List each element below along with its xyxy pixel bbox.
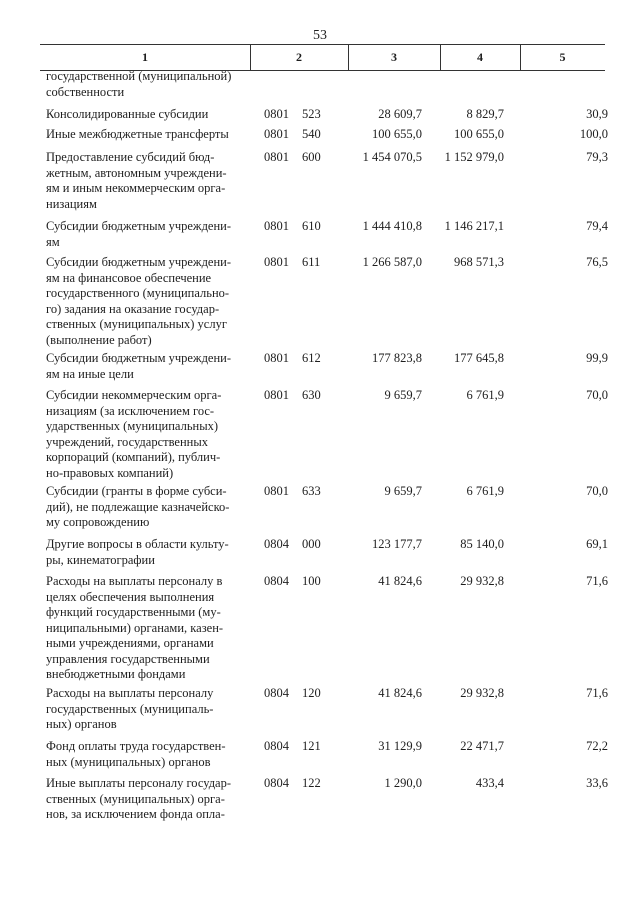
row-section-code: 0801	[264, 107, 289, 121]
row-name: Фонд оплаты труда государствен- ных (муниципальных) органов	[46, 739, 226, 769]
row-expense-code: 523	[302, 107, 321, 121]
row-expense-code: 630	[302, 388, 321, 402]
row-section-code: 0801	[264, 351, 289, 365]
row-actual-value: 8 829,7	[466, 107, 504, 121]
row-plan-value: 41 824,6	[378, 574, 422, 588]
row-expense-code: 000	[302, 537, 321, 551]
row-actual-value: 433,4	[475, 776, 504, 790]
row-percent: 71,6	[586, 686, 608, 700]
row-actual-value: 100 655,0	[454, 127, 504, 141]
row-name: Консолидированные субсидии	[46, 107, 209, 121]
row-expense-code: 633	[302, 484, 321, 498]
column-header-2: 2	[296, 50, 302, 64]
row-actual-value: 968 571,3	[454, 255, 504, 269]
row-actual-value: 6 761,9	[466, 388, 504, 402]
row-name: Другие вопросы в области культу- ры, кинематографии	[46, 537, 229, 567]
row-percent: 33,6	[586, 776, 608, 790]
row-plan-value: 9 659,7	[384, 484, 422, 498]
row-percent: 69,1	[586, 537, 608, 551]
row-plan-value: 9 659,7	[384, 388, 422, 402]
row-plan-value: 28 609,7	[378, 107, 422, 121]
row-plan-value: 41 824,6	[378, 686, 422, 700]
row-percent: 30,9	[586, 107, 608, 121]
row-actual-value: 6 761,9	[466, 484, 504, 498]
row-section-code: 0801	[264, 127, 289, 141]
row-section-code: 0801	[264, 219, 289, 233]
column-header-1: 1	[142, 50, 148, 64]
row-name: Субсидии бюджетным учреждени- ям	[46, 219, 232, 249]
row-name: Субсидии бюджетным учреждени- ям на финансовое обеспечение государственного (муниципально- го) задания на оказание государ- ственных (муниципальных) услуг (выполнение работ)	[46, 255, 232, 347]
row-percent: 76,5	[586, 255, 608, 269]
row-name: Предоставление субсидий бюд- жетным, автономным учреждени- ям и иным некоммерческим орга- низациям	[46, 150, 227, 211]
column-header-3: 3	[391, 50, 397, 64]
row-expense-code: 612	[302, 351, 321, 365]
column-header-5: 5	[559, 50, 566, 64]
row-actual-value: 1 146 217,1	[444, 219, 504, 233]
table-header	[40, 44, 605, 71]
row-percent: 71,6	[586, 574, 608, 588]
row-expense-code: 120	[302, 686, 321, 700]
row-name: Расходы на выплаты персоналу в целях обеспечения выполнения функций государственными (му- ниципальными) органами, казен- ными учреждениями, органами управления государственными внебюджетными фондами	[46, 574, 224, 681]
page-number: 53	[313, 28, 327, 43]
row-section-code: 0804	[264, 776, 289, 790]
row-percent: 99,9	[586, 351, 608, 365]
row-expense-code: 610	[302, 219, 321, 233]
row-actual-value: 29 932,8	[460, 574, 504, 588]
row-plan-value: 123 177,7	[372, 537, 422, 551]
row-name: Субсидии бюджетным учреждени- ям на иные цели	[46, 351, 232, 381]
row-expense-code: 600	[302, 150, 321, 164]
row-expense-code: 122	[302, 776, 321, 790]
row-name: Субсидии некоммерческим орга- низациям (за исключением гос- ударственных (муниципальных) учреждений, государственных корпораций (компаний), публич- но-правовых компаний)	[46, 388, 222, 480]
row-percent: 79,3	[586, 150, 608, 164]
row-name: Иные межбюджетные трансферты	[46, 127, 229, 141]
row-name: Иные выплаты персоналу государ- ственных (муниципальных) орга- нов, за исключением фонда опла-	[46, 776, 232, 821]
row-percent: 79,4	[586, 219, 608, 233]
row-section-code: 0801	[264, 484, 289, 498]
row-section-code: 0804	[264, 686, 289, 700]
row-name: государственной (муниципальной) собственности	[46, 69, 232, 99]
row-expense-code: 611	[302, 255, 321, 269]
row-plan-value: 100 655,0	[372, 127, 422, 141]
row-percent: 100,0	[579, 127, 608, 141]
row-section-code: 0801	[264, 255, 289, 269]
row-percent: 72,2	[586, 739, 608, 753]
row-section-code: 0804	[264, 574, 289, 588]
row-plan-value: 1 266 587,0	[362, 255, 422, 269]
row-actual-value: 177 645,8	[454, 351, 504, 365]
row-percent: 70,0	[586, 484, 608, 498]
row-plan-value: 177 823,8	[372, 351, 422, 365]
row-plan-value: 1 290,0	[384, 776, 422, 790]
row-percent: 70,0	[586, 388, 608, 402]
row-expense-code: 100	[302, 574, 321, 588]
row-expense-code: 121	[302, 739, 321, 753]
row-section-code: 0804	[264, 537, 289, 551]
row-actual-value: 85 140,0	[460, 537, 504, 551]
row-plan-value: 31 129,9	[378, 739, 422, 753]
row-expense-code: 540	[302, 127, 321, 141]
row-plan-value: 1 444 410,8	[362, 219, 422, 233]
row-actual-value: 22 471,7	[460, 739, 504, 753]
row-section-code: 0804	[264, 739, 289, 753]
row-section-code: 0801	[264, 388, 289, 402]
row-actual-value: 29 932,8	[460, 686, 504, 700]
row-actual-value: 1 152 979,0	[444, 150, 504, 164]
row-name: Субсидии (гранты в форме субси- дий), не подлежащие казначейско- му сопровождению	[46, 484, 230, 529]
column-header-4: 4	[477, 50, 483, 64]
row-plan-value: 1 454 070,5	[362, 150, 422, 164]
row-name: Расходы на выплаты персоналу государственных (муниципаль- ных) органов	[46, 686, 214, 731]
row-section-code: 0801	[264, 150, 289, 164]
